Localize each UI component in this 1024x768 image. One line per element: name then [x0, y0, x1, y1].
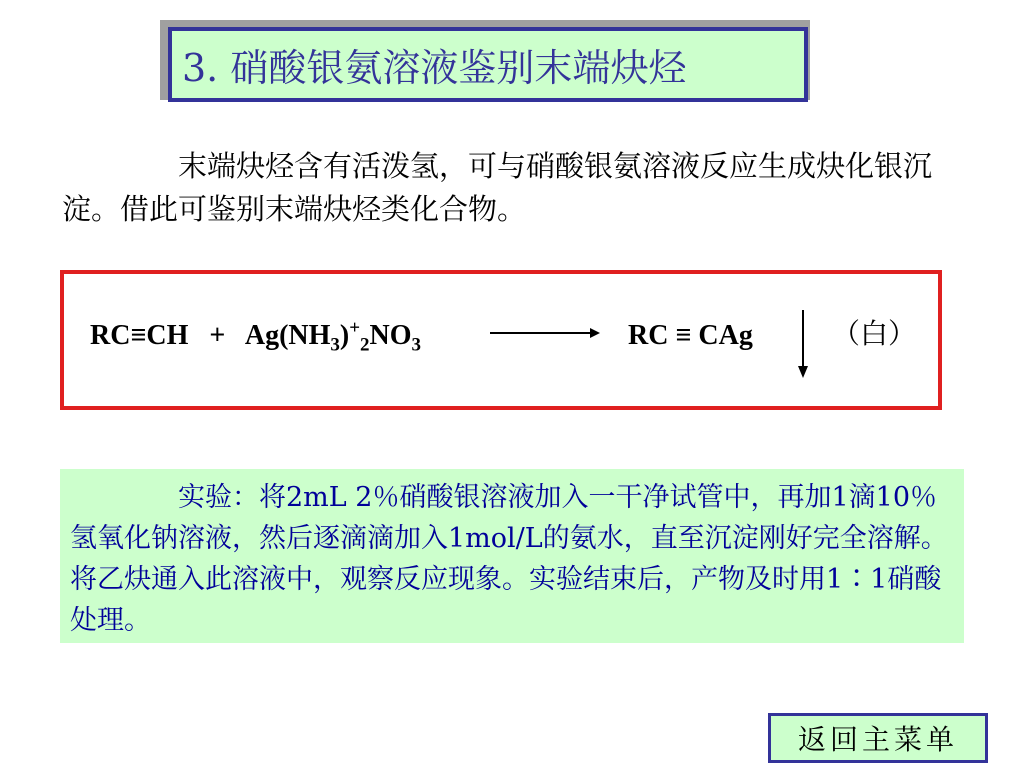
precipitate-color-note: （白） — [832, 317, 917, 350]
reactant-alkyne: RC≡CH — [90, 320, 189, 351]
reagent-formula: $Ag(NH_3)^+_2NO_3$ — [244, 317, 422, 356]
intro-paragraph: 末端炔烃含有活泼氢，可与硝酸银氨溶液反应生成炔化银沉淀。借此可鉴别末端炔烃类化合物。 — [62, 149, 933, 226]
experiment-text: 实验：将2mL 2％硝酸银溶液加入一干净试管中，再加1滴10％氢氧化钠溶液，然后逐滴滴加入1mol/L的氨水，直至沉淀刚好完全溶解。将乙炔通入此溶液中，观察反应现象。实验结束后，产物及时用1∶1硝酸处理。 — [70, 482, 948, 636]
precipitate-arrow-icon — [796, 310, 810, 378]
slide-title: 3. 硝酸银氨溶液鉴别末端炔烃 — [168, 27, 808, 102]
back-to-main-menu-button[interactable]: 返回主菜单 — [768, 713, 988, 763]
reaction-arrow-icon — [490, 323, 600, 343]
equation-reactants — [90, 318, 421, 354]
experiment-box — [60, 469, 964, 643]
product-formula: RC ≡ CAg — [628, 320, 753, 351]
plus-sign: + — [209, 320, 226, 351]
